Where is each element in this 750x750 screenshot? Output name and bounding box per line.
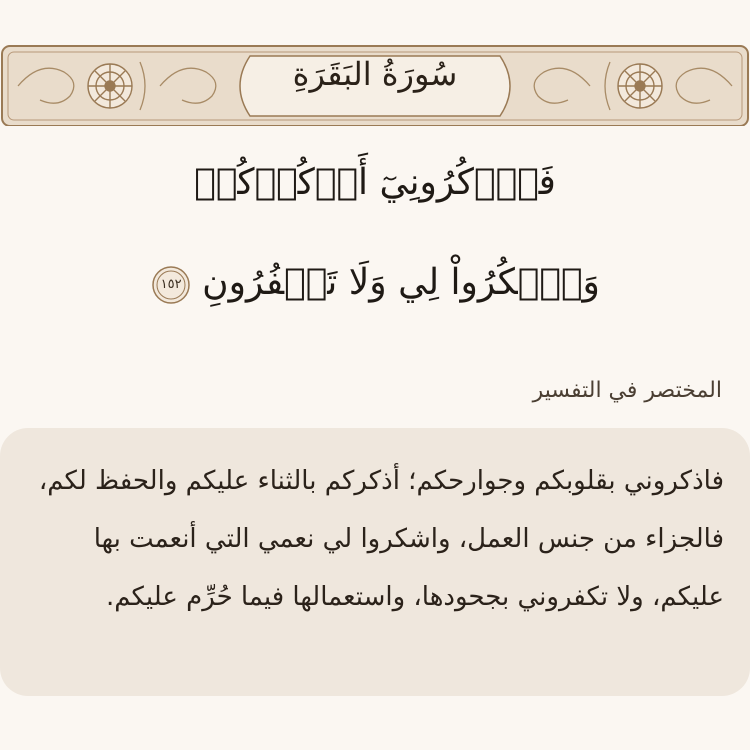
verse-line-1: فَٱذۡكُرُونِيٓ أَذۡكُرۡكُمۡ bbox=[194, 162, 556, 203]
verse-line-2-text: وَٱشۡكُرُواْ لِي وَلَا تَكۡفُرُونِ bbox=[202, 262, 600, 303]
tafsir-text: فاذكروني بقلوبكم وجوارحكم؛ أذكركم بالثناء عليكم والحفظ لكم، فالجزاء من جنس العمل، واشكروا لي نعمي التي أنعمت بها عليكم، ولا تكفروني بجحودها، واستعمالها فيما حُرِّم عليكم. bbox=[38, 466, 724, 612]
tafsir-section-title: المختصر في التفسير bbox=[532, 378, 722, 403]
ayah-number-marker bbox=[150, 264, 192, 306]
ayah-number: ١٥٢ bbox=[160, 277, 182, 292]
verse-line-2 bbox=[0, 262, 750, 306]
surah-name: سُورَةُ البَقَرَةِ bbox=[292, 55, 458, 93]
